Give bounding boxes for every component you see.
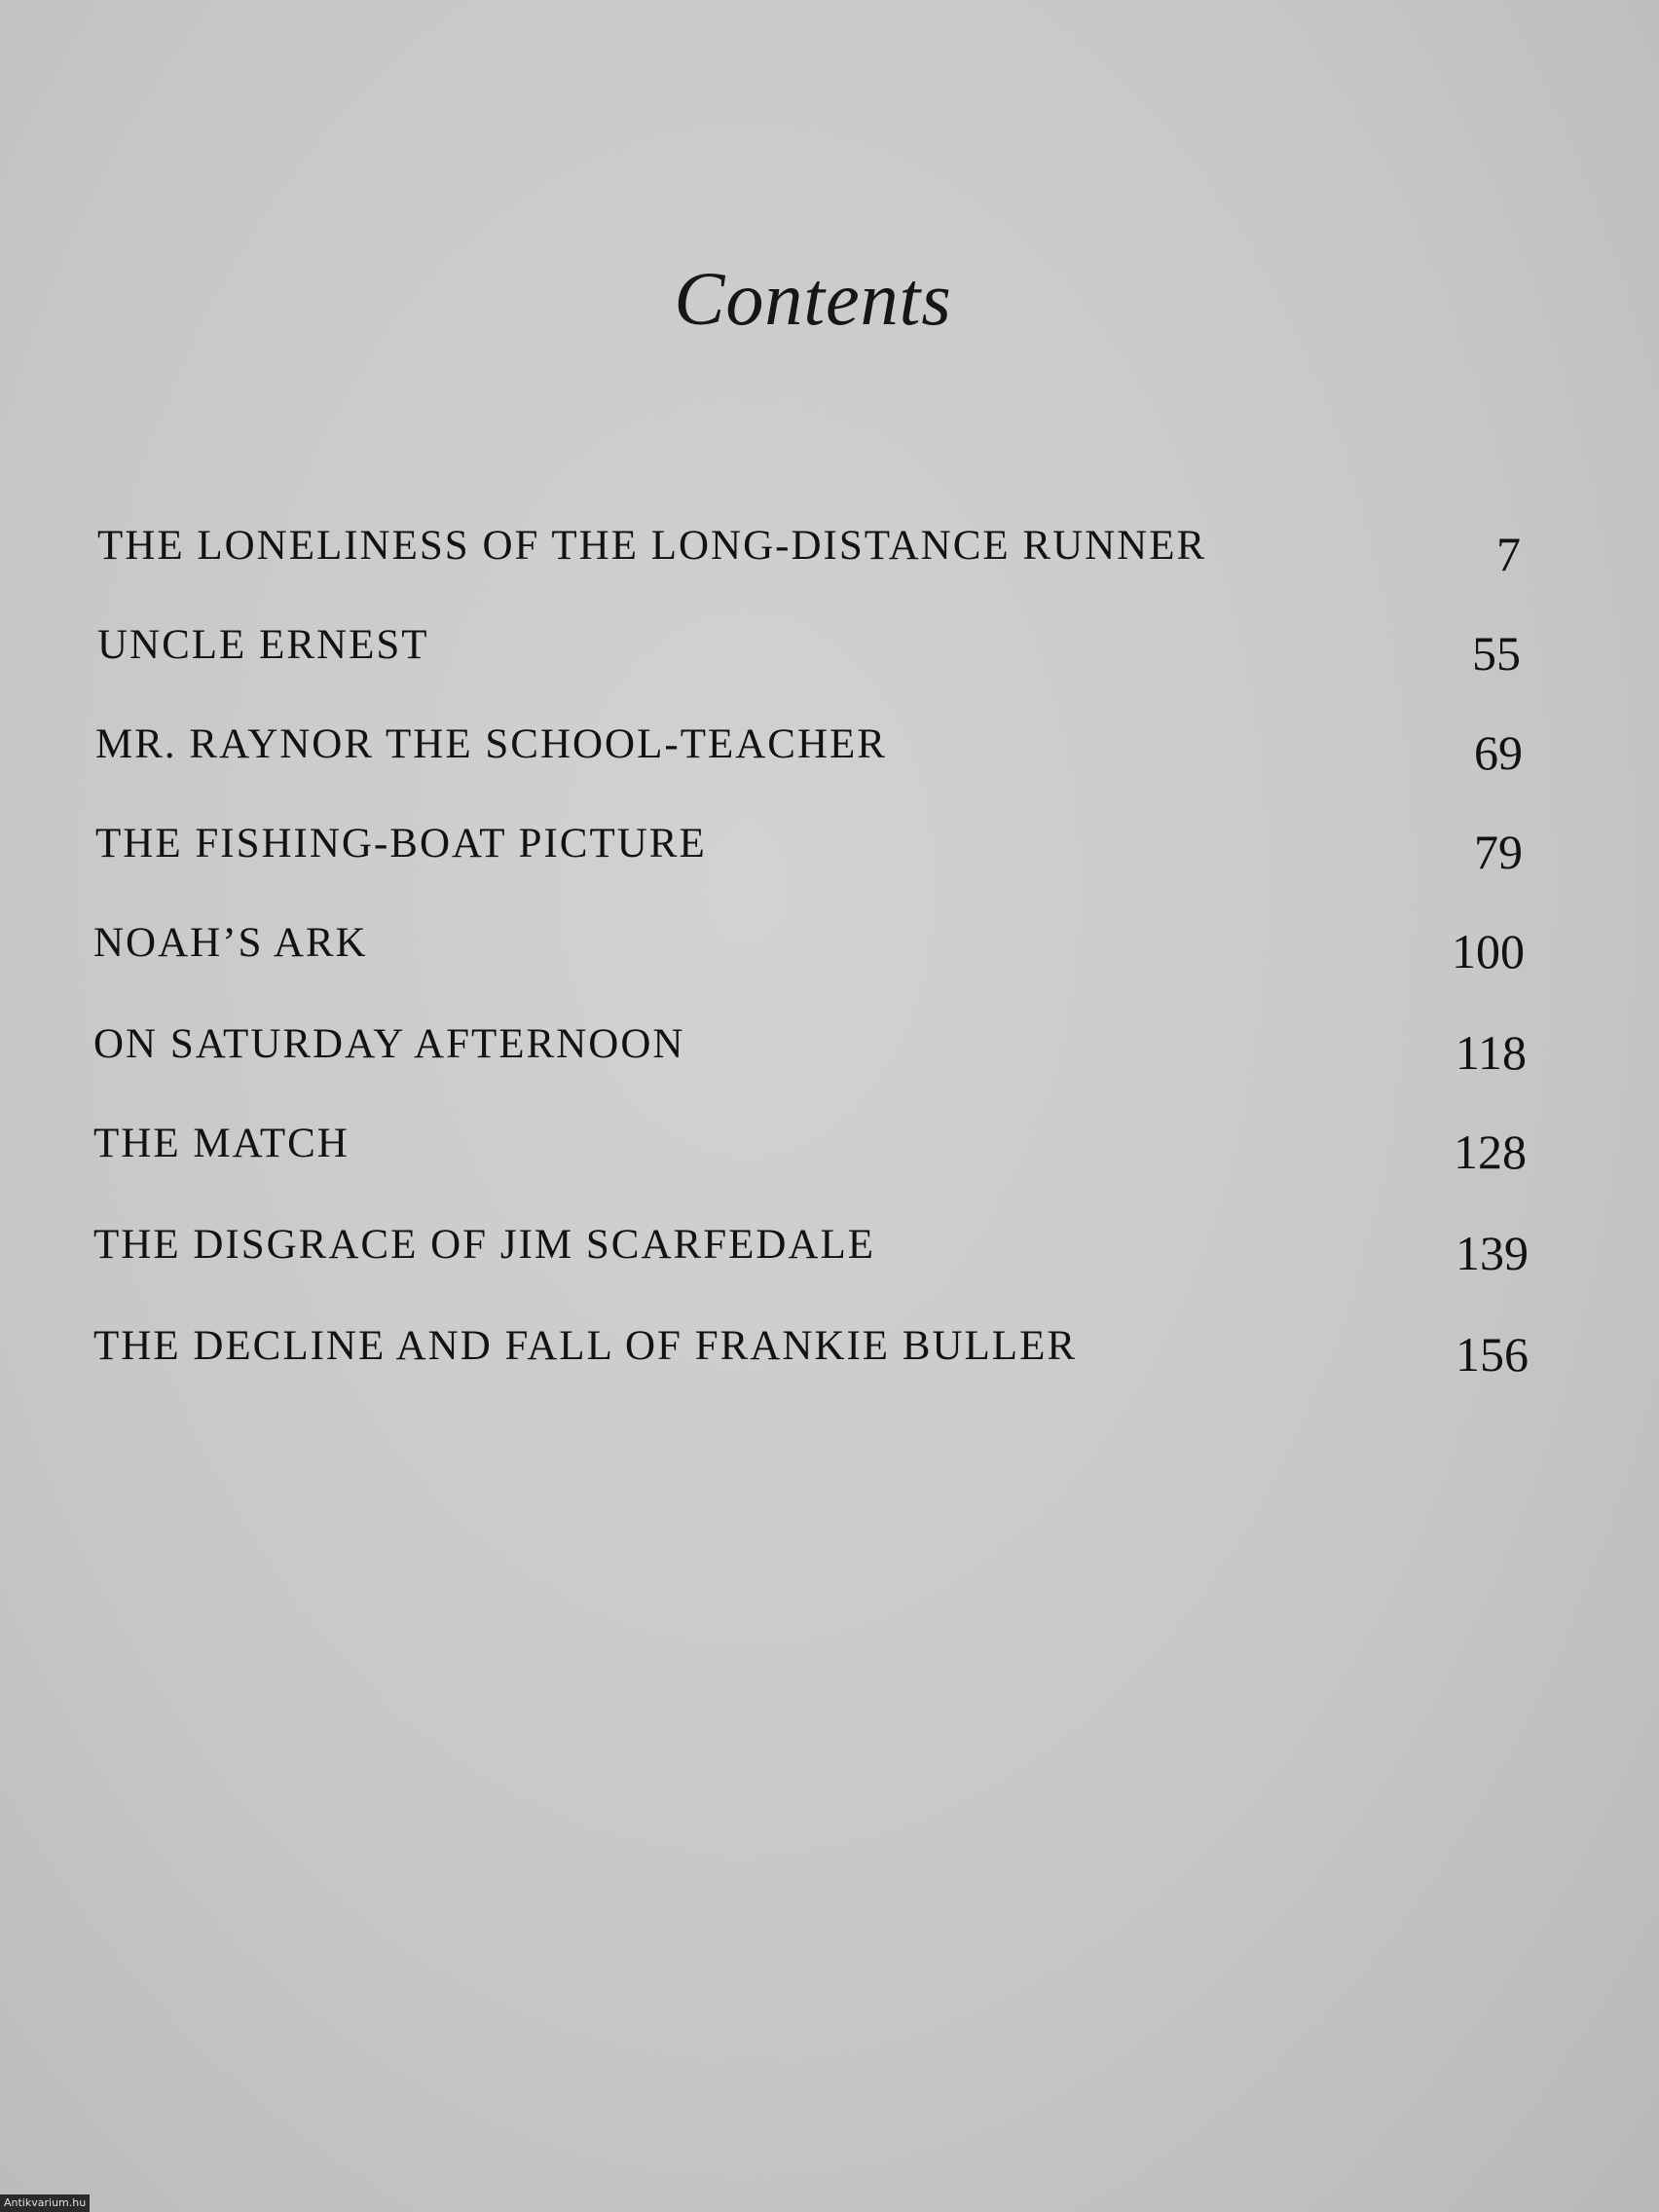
toc-entry — [93, 1221, 1529, 1279]
toc-entry-title: MR. RAYNOR THE SCHOOL-TEACHER — [95, 721, 887, 767]
toc-entry-page: 100 — [1452, 924, 1525, 978]
toc-entry — [97, 621, 1521, 680]
toc-entry-title: UNCLE ERNEST — [97, 622, 429, 668]
toc-entry — [95, 720, 1523, 779]
toc-entry-page: 55 — [1472, 626, 1521, 681]
toc-entry — [93, 1322, 1529, 1381]
toc-entry-page: 128 — [1454, 1124, 1527, 1179]
page-title: Contents — [674, 256, 952, 341]
toc-entry-title: THE DECLINE AND FALL OF FRANKIE BULLER — [93, 1323, 1078, 1369]
toc-entry-title: THE FISHING-BOAT PICTURE — [95, 821, 707, 866]
watermark: Antikvarium.hu — [0, 2194, 90, 2212]
toc-entry-title: THE DISGRACE OF JIM SCARFEDALE — [93, 1222, 876, 1268]
toc-entry — [93, 1120, 1527, 1178]
toc-entry-page: 118 — [1455, 1025, 1527, 1080]
toc-entry-page: 156 — [1456, 1327, 1529, 1382]
toc-entry — [93, 1020, 1527, 1079]
toc-entry-title: THE MATCH — [93, 1121, 350, 1166]
toc-entry-title: ON SATURDAY AFTERNOON — [93, 1021, 685, 1067]
toc-entry-page: 69 — [1474, 725, 1523, 780]
toc-entry — [97, 522, 1521, 580]
toc-entry-page: 79 — [1474, 825, 1523, 879]
toc-entry-page: 139 — [1456, 1226, 1529, 1280]
toc-entry — [93, 919, 1525, 977]
toc-entry-page: 7 — [1496, 527, 1521, 581]
toc-entry-title: THE LONELINESS OF THE LONG-DISTANCE RUNNER — [97, 523, 1207, 569]
toc-entry — [95, 820, 1523, 878]
toc-entry-title: NOAH’S ARK — [93, 920, 368, 966]
